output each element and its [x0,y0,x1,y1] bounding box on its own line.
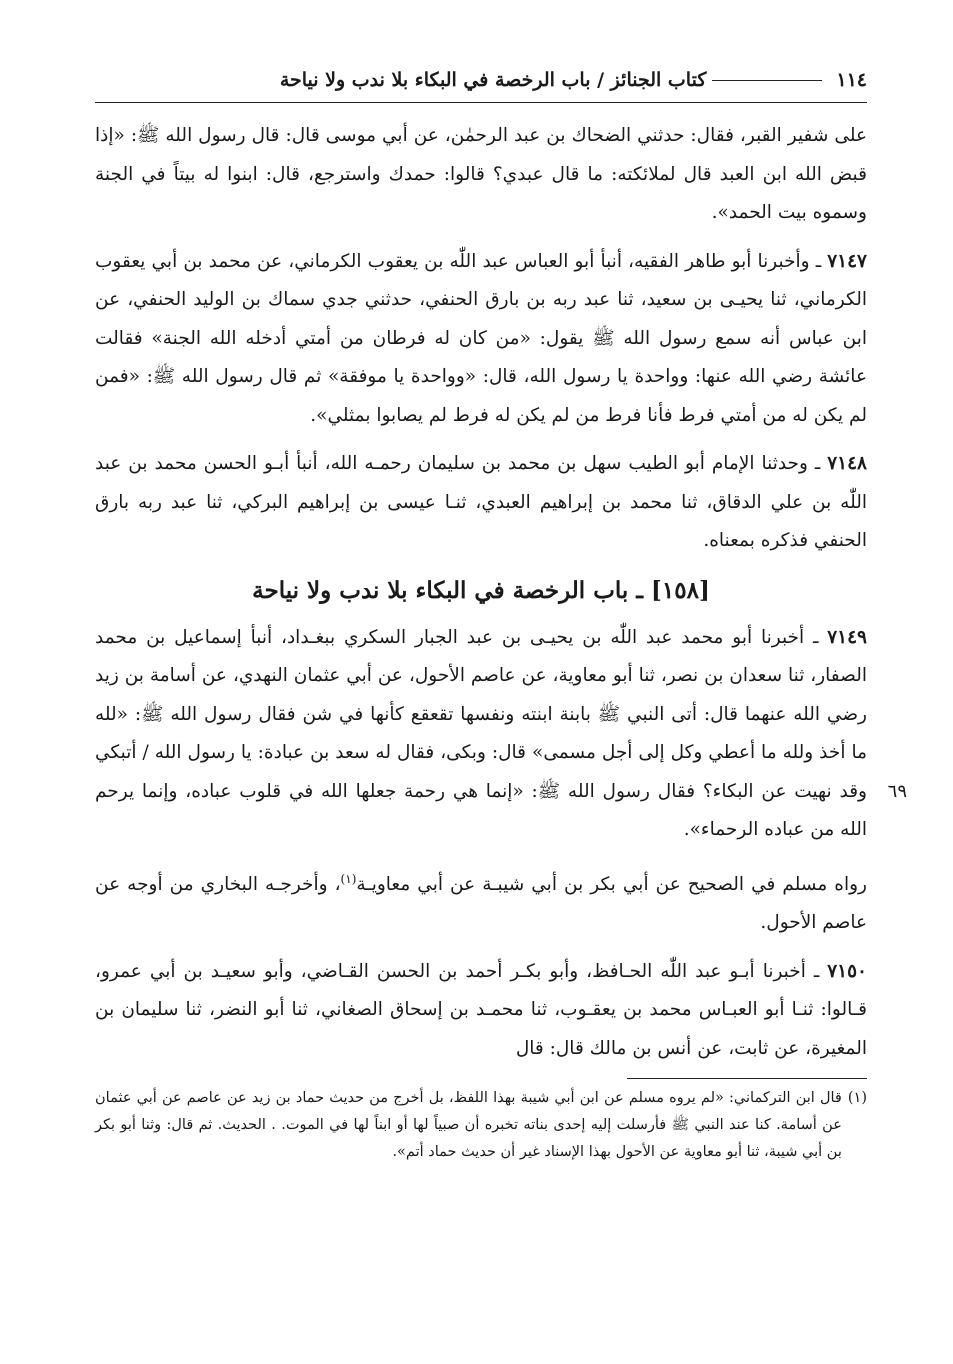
margin-page-marker: ٦٩ [887,780,907,802]
hadith-text: ـ أخبرنا أبـو عبد اللّٰه الحـافظ، وأبو بكـر أحمد بن الحسن القـاضي، وأبو سعيـد بن أبي عمرو، قـالوا: ثنـا أبو العبـاس محمد بن يعقـوب، ثنا محمـد بن إسحاق الصغاني، ثنا أبو النضر، ثنا سليمان بن المغيرة، عن ثابت، عن أنس بن مالك قال: قال [95,960,867,1059]
hadith-7150 [95,953,867,1069]
hadith-7148 [95,445,867,561]
footnote-rule [627,1078,867,1079]
page-number: ١١٤ [836,69,867,91]
paragraph-continued [95,117,867,233]
riwaya-text-b: ، وأخرجـه البخاري من أوجه عن عاصم الأحول. [95,873,867,934]
footnote-mark: (١) [847,1090,867,1107]
running-header [95,60,867,103]
body-text [95,117,907,1068]
hadith-number: ٧١٤٧ [827,250,867,272]
hadith-7147 [95,243,867,436]
hadith-number: ٧١٤٩ [827,626,867,648]
footnote-text: قال ابن التركماني: «لم يروه مسلم عن ابن أبي شيبة بهذا اللفظ، بل أخرج من حديث حماد بن زيد عن عاصم عن أبي عثمان عن أسامة. كنا عند النبي ﷺ فأرسلت إليه إحدى بناته تخبره أن صبياً لها أو ابناً لها في الموت. . الحديث. ثم قال: وثنا أبو بكر بن أبي شيبة، ثنا أبو معاوية عن الأحول بهذا الإسناد غير أن حديث حماد أتم». [95,1090,842,1161]
riwaya-note [95,860,867,943]
riwaya-text-a: رواه مسلم في الصحيح عن أبي بكر بن أبي شيبـة عن أبي معاويـة [356,873,867,895]
hadith-number: ٧١٥٠ [827,960,867,982]
header-title: كتاب الجنائز / باب الرخصة في البكاء بلا ندب ولا نياحة [279,69,707,91]
paragraph-text: على شفير القبر، فقال: حدثني الضحاك بن عبد الرحمٰن، عن أبي موسى قال: قال رسول الله ﷺ: «إذا قبض الله ابن العبد قال لملائكته: ما قال عبدي؟ قالوا: حمدك واسترجع، قال: ابنوا له بيتاً في الجنة وسموه بيت الحمد». [95,125,867,223]
hadith-text: ـ وحدثنا الإمام أبو الطيب سهل بن محمد بن سليمان رحمـه الله، أنبأ أبـو الحسن محمد بن عبد اللّٰه بن علي الدقاق، ثنا محمد بن إبراهيم العبدي، ثنـا عيسى بن إبراهيم البركي، ثنا عبد ربه بارق الحنفي فذكره بمعناه. [95,453,867,551]
header-rule [712,80,822,81]
document-page [95,60,907,1166]
footnote-reference: (١) [340,871,357,886]
footnote-row [95,1085,867,1166]
hadith-text: ـ أخبرنا أبو محمد عبد اللّٰه بن يحيـى بن عبد الجبار السكري ببغـداد، أنبأ إسماعيل بن محمد الصفار، ثنا سعدان بن نصر، ثنا أبو معاوية، عن عاصم الأحول، عن أبي عثمان النهدي، عن أسامة بن زيد رضي الله عنهما قال: أتى النبي ﷺ بابنة ابنته ونفسها تقعقع كأنها في شن فقال رسول الله ﷺ: «لله ما أخذ ولله ما أعطي وكل إلى أجل مسمى» قال: وبكى، فقال له سعد بن عبادة: يا رسول الله / أتبكي وقد نهيت عن البكاء؟ فقال رسول الله ﷺ: «إنما هي رحمة جعلها الله في قلوب عباده، وإنما يرحم الله من عباده الرحماء». [95,626,867,840]
hadith-7149 [95,619,907,850]
chapter-title: [١٥٨] ـ باب الرخصة في البكاء بلا ندب ولا نياحة [252,576,710,604]
hadith-text: ـ وأخبرنا أبو طاهر الفقيه، أنبأ أبو العباس عبد اللّٰه بن يعقوب الكرماني، عن محمد بن أبي يعقوب الكرماني، ثنا يحيـى بن سعيد، ثنا عبد ربه بن بارق الحنفي، حدثني جدي سماك بن الوليد الحنفي، عن ابن عباس أنه سمع رسول الله ﷺ يقول: «من كان له فرطان من أمتي أدخله الله الجنة» فقالت عائشة رضي الله عنها: وواحدة يا رسول الله، قال: «وواحدة يا موفقة» ثم قال رسول الله ﷺ: «فمن لم يكن له من أمتي فرط فأنا فرط من لم يكن له فرط لم يصابوا بمثلي». [95,250,867,426]
footnote [95,1085,867,1166]
hadith-number: ٧١٤٨ [827,453,867,474]
